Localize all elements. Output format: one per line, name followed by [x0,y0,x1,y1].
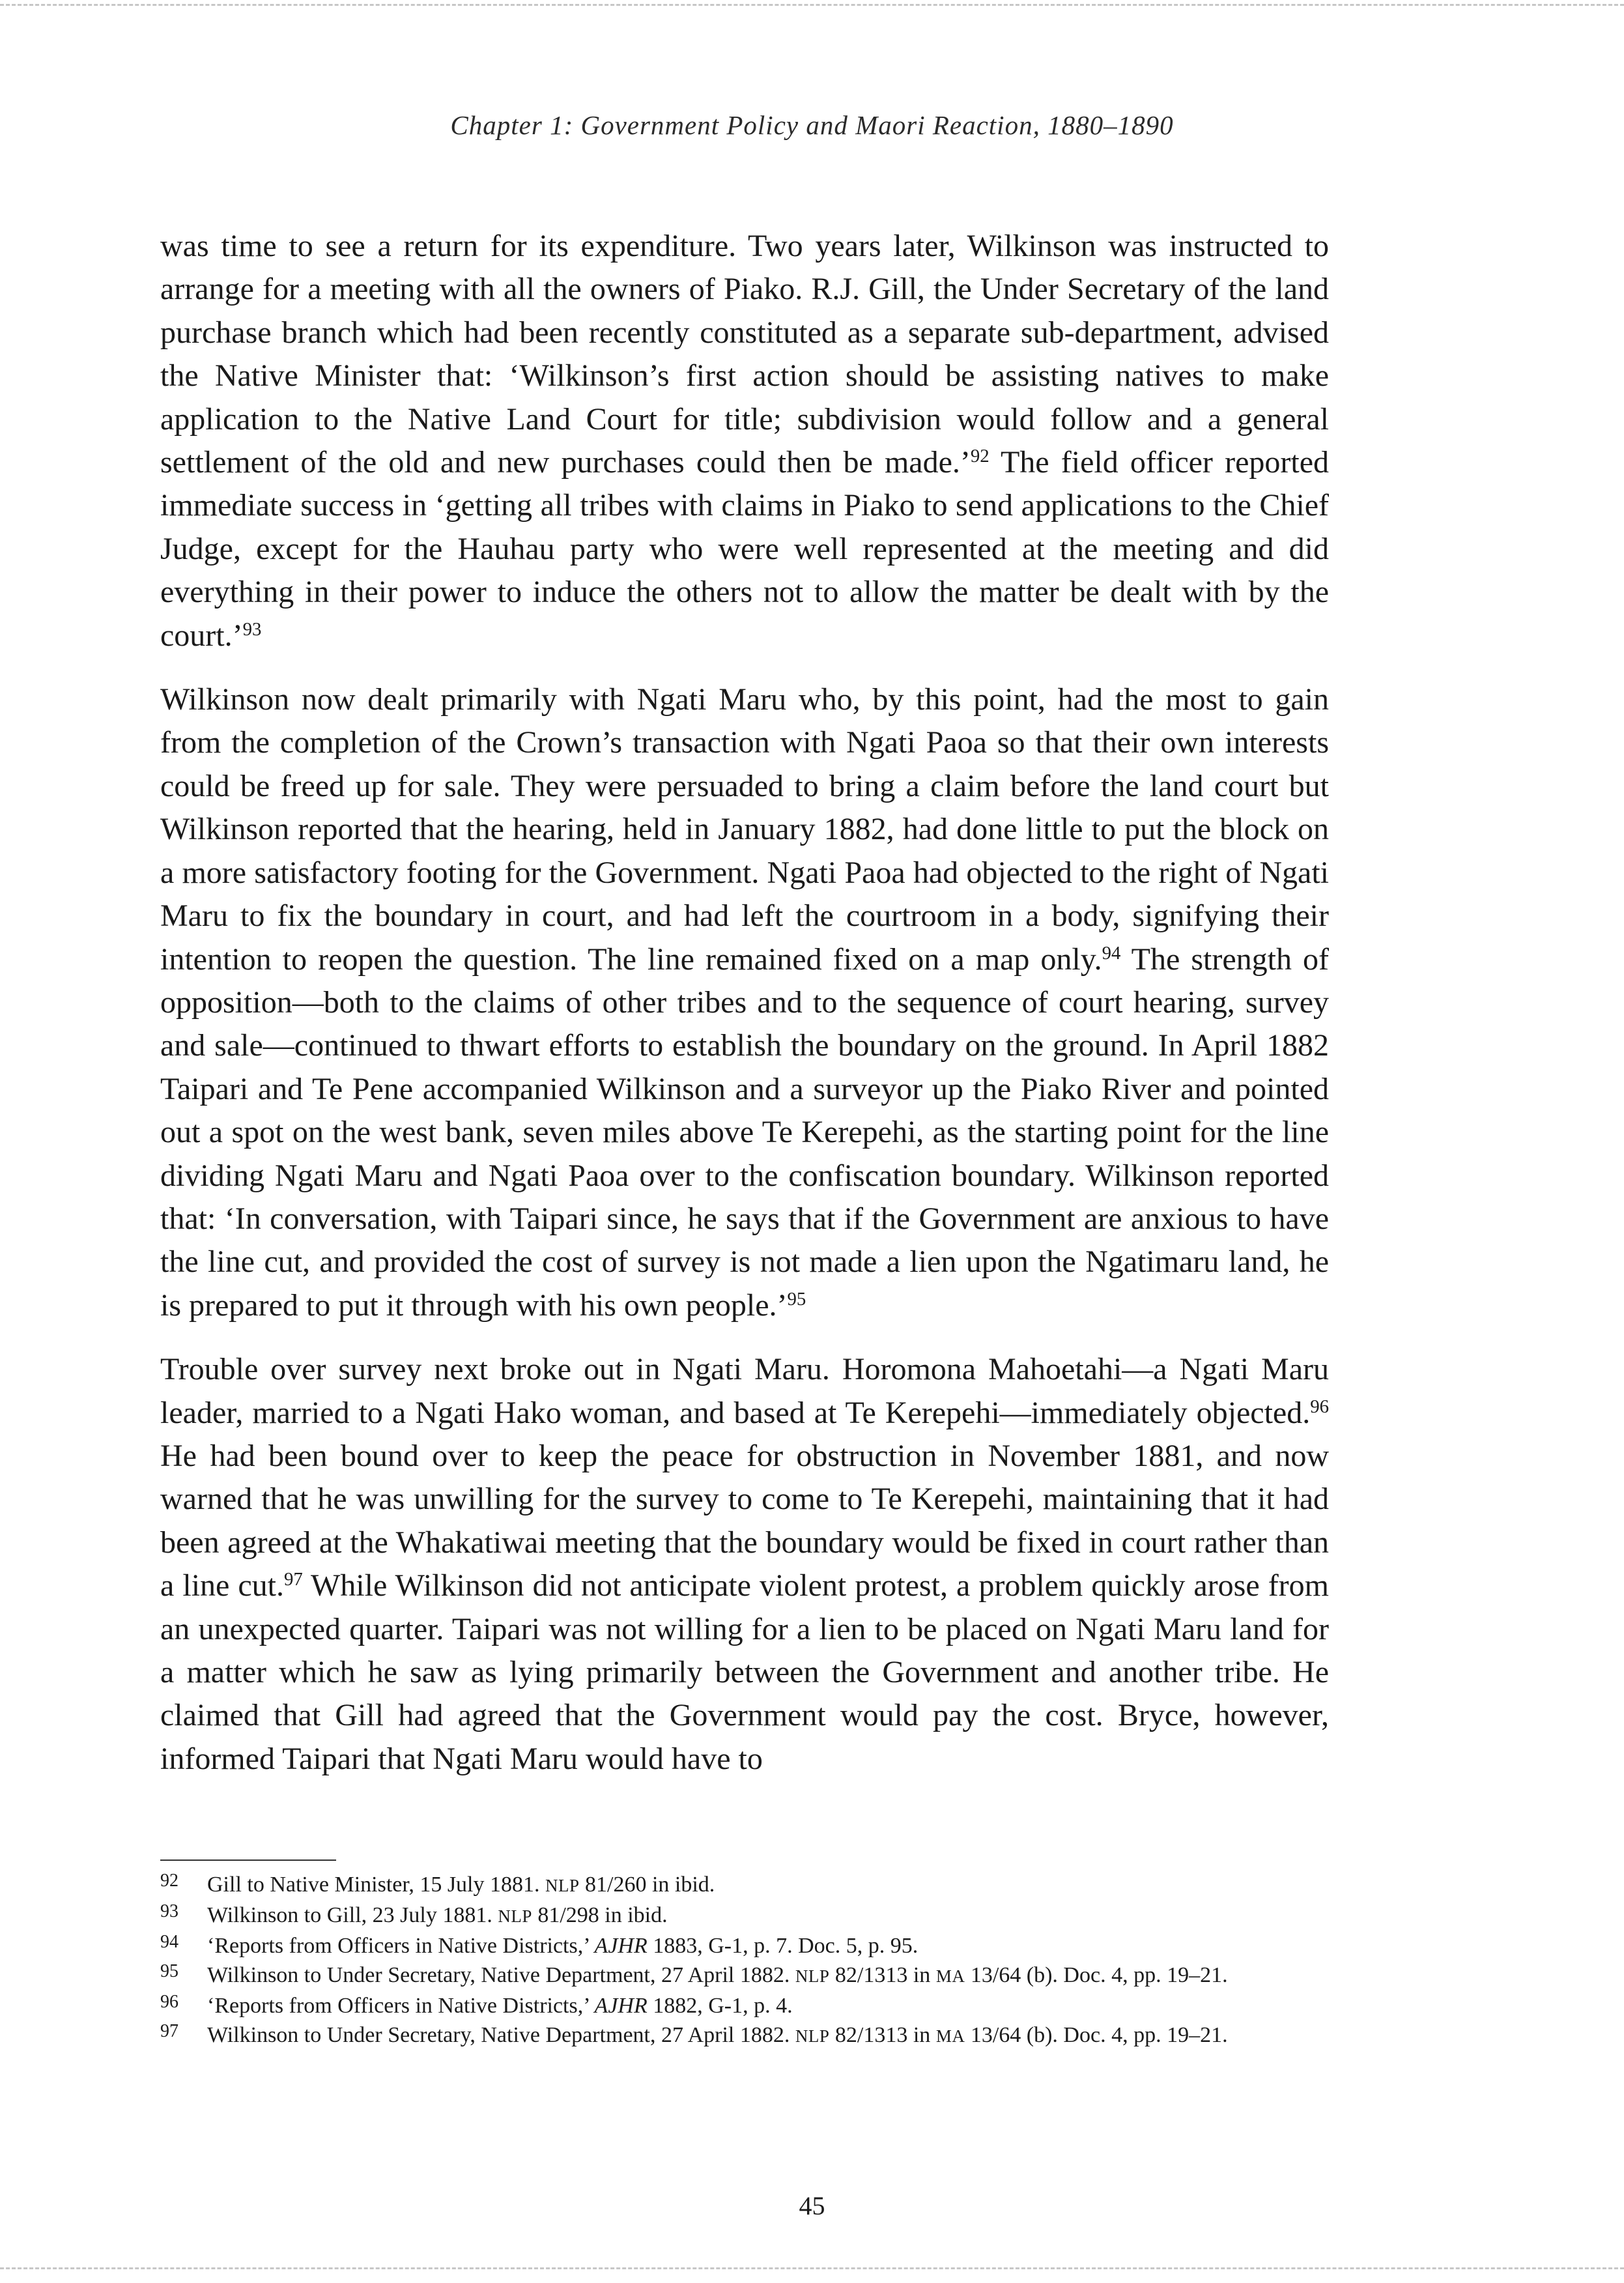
running-head: Chapter 1: Government Policy and Maori Reaction, 1880–1890 [450,110,1174,140]
footnote-92 [160,1870,1329,1901]
paragraph-text: He had been bound over to keep the peace for obstruction in November 1881, and now warned that he was unwilling for the survey to come to Te Kerepehi, maintaining that it had been agreed at the Whakatiwai meeting that the boundary would be fixed in court rather than a line cut. [160,1438,1329,1603]
footnote-94 [160,1931,1329,1960]
paragraph-2 [160,678,1329,1327]
footnote-ref-97[interactable]: 97 [284,1569,303,1590]
footnote-number: 97 [160,2021,178,2041]
body-text [160,225,1329,1802]
paragraph-text: The strength of opposition—both to the claims of other tribes and to the sequence of court hearing, survey and sale—continued to thwart efforts to establish the boundary on the ground. In April 1882 Taipari and Te Pene accompanied Wilkinson and a surveyor up the Piako River and pointed out a spot on the west bank, seven miles above Te Kerepehi, as the starting point for the line dividing Ngati Maru and Ngati Paoa over to the confiscation boundary. Wilkinson reported that: ‘In conversation, with Taipari since, he says that if the Government are anxious to have the line cut, and provided the cost of survey is not made a lien upon the Ngatimaru land, he is prepared to put it through with his own people.’ [160,941,1330,1323]
footnote-number: 93 [160,1901,178,1921]
footnote-number: 92 [160,1871,178,1891]
paragraph-text: While Wilkinson did not anticipate violent protest, a problem quickly arose from an unexpected quarter. Taipari was not willing for a lien to be placed on Ngati Maru land for a matter which he saw as lying primarily between the Government and another tribe. He claimed that Gill had agreed that the Government would pay the cost. Bryce, however, informed Taipari that Ngati Maru would have to [160,1568,1329,1776]
footnote-ref-94[interactable]: 94 [1102,942,1121,964]
paragraph-1 [160,225,1329,657]
footnote-text: ‘Reports from Officers in Native Districts,’ AJHR 1883, G-1, p. 7. Doc. 5, p. 95. [207,1934,919,1958]
footnote-ref-93[interactable]: 93 [242,618,262,640]
footnote-ref-96[interactable]: 96 [1310,1396,1329,1417]
footnote-96 [160,1991,1329,2020]
footnote-separator [160,1859,336,1861]
footnote-text: Wilkinson to Under Secretary, Native Department, 27 April 1882. NLP 82/1313 in MA 13/64 (b). Doc. 4, pp. 19–21. [207,1963,1228,1987]
footnote-text: Wilkinson to Under Secretary, Native Department, 27 April 1882. NLP 82/1313 in MA 13/64 (b). Doc. 4, pp. 19–21. [207,2023,1228,2047]
paragraph-3 [160,1348,1329,1781]
footnote-ref-95[interactable]: 95 [787,1288,806,1310]
footnote-97 [160,2020,1329,2051]
top-edge-divider [0,4,1624,6]
footnote-number: 94 [160,1932,178,1952]
footnote-text: Wilkinson to Gill, 23 July 1881. NLP 81/298 in ibid. [207,1903,668,1927]
paragraph-text: Trouble over survey next broke out in Ngati Maru. Horomona Mahoetahi—a Ngati Maru leader, married to a Ngati Hako woman, and based at Te Kerepehi—immediately objected. [160,1352,1329,1430]
footnote-number: 95 [160,1961,178,1981]
paragraph-text: Wilkinson now dealt primarily with Ngati Maru who, by this point, had the most to gain from the completion of the Crown’s transaction with Ngati Paoa so that their own interests could be freed up for sale. They were persuaded to bring a claim before the land court but Wilkinson reported that the hearing, held in January 1882, had done little to put the block on a more satisfactory footing for the Government. Ngati Paoa had objected to the right of Ngati Maru to fix the boundary in court, and had left the courtroom in a body, signifying their intention to reopen the question. The line remained fixed on a map only. [160,682,1329,977]
footnote-number: 96 [160,1992,178,2012]
footnote-text: Gill to Native Minister, 15 July 1881. NLP 81/260 in ibid. [207,1873,715,1897]
footnote-ref-92[interactable]: 92 [970,446,990,467]
footnote-95 [160,1960,1329,1991]
paragraph-text: was time to see a return for its expenditure. Two years later, Wilkinson was instructed to arrange for a meeting with all the owners of Piako. R.J. Gill, the Under Secretary of the land purchase branch which had been recently constituted as a separate sub-department, advised the Native Minister that: ‘Wilkinson’s first action should be assisting natives to make application to the Native Land Court for title; subdivision would follow and a general settlement of the old and new purchases could then be made.’ [160,229,1329,480]
page-number: 45 [799,2191,825,2220]
footnotes [160,1870,1329,2051]
bottom-edge-divider [0,2267,1624,2269]
paragraph-text: The field officer reported immediate success in ‘getting all tribes with claims in Piako to send applications to the Chief Judge, except for the Hauhau party who were well represented at the meeting and did everything in their power to induce the others not to allow the matter be dealt with by the court.’ [160,445,1329,653]
footnote-93 [160,1901,1329,1931]
footnote-text: ‘Reports from Officers in Native Districts,’ AJHR 1882, G-1, p. 4. [207,1994,793,2018]
